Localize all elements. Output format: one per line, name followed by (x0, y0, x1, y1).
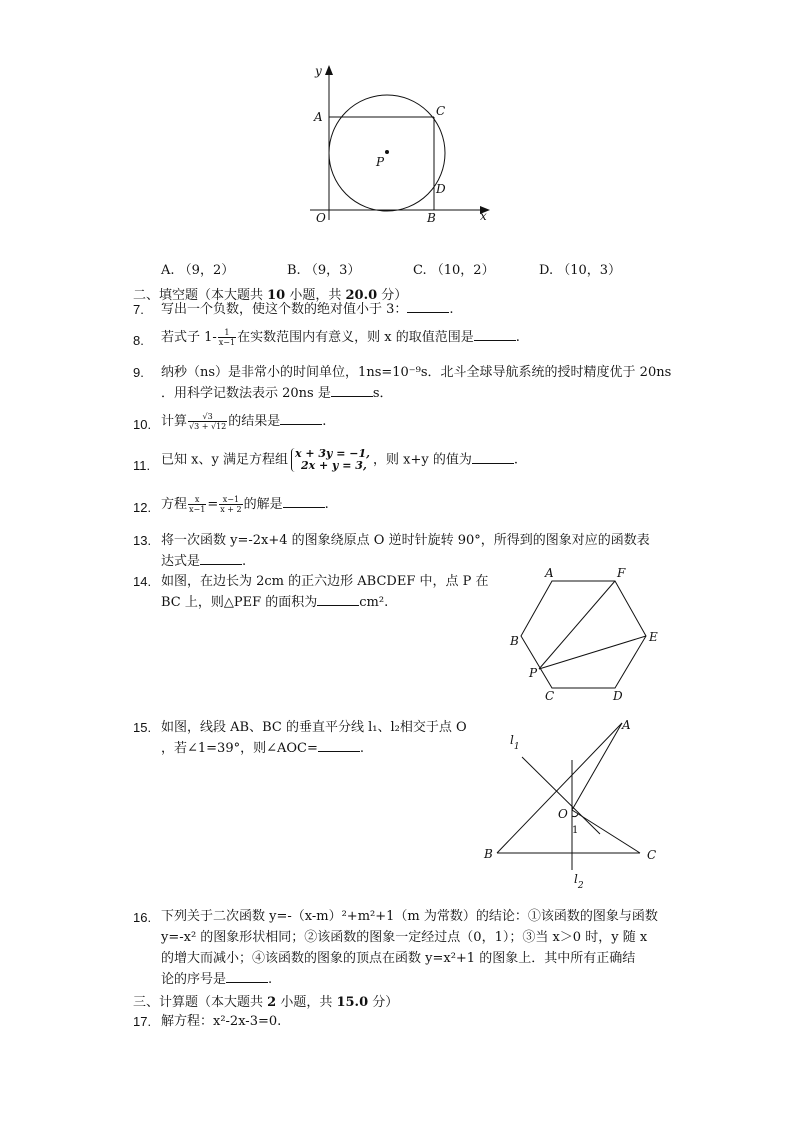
q16-answer-blank[interactable] (226, 970, 268, 983)
option-b: B. （9，3） (287, 263, 361, 278)
q16-line4: 论的序号是 . (161, 972, 273, 987)
label-a: A (314, 110, 323, 124)
label-angle-1: 1 (572, 825, 579, 836)
point-p (385, 150, 389, 154)
label-b: B (427, 211, 436, 225)
q11-equation-system: x + 3y = −1, 2x + y = 3, (291, 448, 370, 472)
q8-fraction: $\frac{1}{x-1}$ (218, 328, 236, 347)
q8-text: 若式子 1- $\frac{1}{x-1}$ 在实数范围内有意义，则 x 的取值范围是 . (161, 328, 520, 347)
q16-line1: 下列关于二次函数 y=-（x-m）²+m²+1（m 为常数）的结论：①该函数的图象与函数 (161, 909, 658, 924)
q14-number: 14. (133, 574, 152, 589)
q14-answer-blank[interactable] (317, 593, 359, 606)
section-3-header: 三、计算题（本大题共 2 小题，共 15.0 分） (133, 995, 399, 1010)
label-e: E (649, 630, 658, 644)
q17-text: 解方程：x²-2x-3=0. (161, 1014, 282, 1029)
q16-line3: 的增大而减小；④该函数的图象的顶点在函数 y=x²+1 的图象上．其中所有正确结 (161, 951, 636, 966)
angle-1-arc (572, 814, 578, 817)
label-a: A (545, 566, 554, 580)
label-o: O (316, 211, 326, 225)
q13-answer-blank[interactable] (200, 552, 242, 565)
label-y: y (315, 64, 322, 78)
q12-fraction-right: $\frac{x-1}{x + 2}$ (220, 495, 242, 514)
q12-fraction-left: $\frac{x}{x-1}$ (189, 495, 206, 514)
q13-line2: 达式是 . (161, 554, 247, 569)
label-x: x (480, 209, 487, 223)
option-c: C. （10，2） (413, 263, 495, 278)
figure-circle-coordinate (300, 60, 500, 230)
label-l1: $l_1$ (510, 733, 520, 752)
q8-number: 8. (133, 333, 144, 348)
hexagon-abcdef (521, 581, 646, 688)
q10-fraction: $\frac{√3}{√3 + √12}$ (189, 412, 227, 431)
q11-answer-blank[interactable] (472, 451, 514, 464)
q16-line2: y=-x² 的图象形状相同；②该函数的图象一定经过点（0，1）；③当 x＞0 时，y 随 x (161, 930, 648, 945)
segment-pe (539, 636, 646, 669)
label-o: O (558, 807, 568, 821)
q11-number: 11. (133, 458, 151, 473)
q11-text: 已知 x、y 满足方程组 x + 3y = −1, 2x + y = 3, ，则 x+y 的值为 . (161, 447, 518, 472)
label-f: F (617, 566, 626, 580)
label-c: C (647, 848, 657, 862)
figure-hexagon (505, 565, 665, 710)
figure-bisectors (480, 712, 665, 892)
q12-text: 方程 $\frac{x}{x-1}$ = $\frac{x-1}{x + 2}$ 的解是 . (161, 495, 329, 514)
label-a: A (622, 718, 631, 732)
q12-answer-blank[interactable] (283, 495, 325, 508)
y-axis-arrow (325, 65, 333, 75)
line-l1 (522, 757, 600, 834)
label-d: D (613, 689, 623, 703)
q9-answer-blank[interactable] (331, 384, 373, 397)
section-2-header: 二、填空题（本大题共 10 小题，共 20.0 分） (133, 288, 408, 303)
q16-number: 16. (133, 910, 152, 925)
q9-line2: ．用科学记数法表示 20ns 是 s． (161, 386, 393, 401)
q7-answer-blank[interactable] (407, 300, 449, 313)
label-c: C (545, 689, 555, 703)
q17-number: 17. (133, 1014, 152, 1029)
q15-line2: ，若∠1=39°，则∠AOC= . (161, 741, 365, 756)
option-d: D. （10，3） (539, 263, 622, 278)
q10-text: 计算 $\frac{√3}{√3 + √12}$ 的结果是 . (161, 412, 327, 431)
q15-number: 15. (133, 720, 152, 735)
q14-line2: BC 上，则△PEF 的面积为 cm². (161, 595, 389, 610)
option-a: A. （9，2） (161, 263, 235, 278)
q7-text: 写出一个负数，使这个数的绝对值小于 3： . (161, 302, 454, 317)
q10-number: 10. (133, 417, 152, 432)
q15-answer-blank[interactable] (318, 739, 360, 752)
q13-number: 13. (133, 533, 152, 548)
label-b: B (510, 634, 519, 648)
q15-line1: 如图，线段 AB、BC 的垂直平分线 l₁、l₂相交于点 O (161, 720, 467, 735)
q7-number: 7. (133, 302, 144, 317)
q14-line1: 如图，在边长为 2cm 的正六边形 ABCDEF 中，点 P 在 (161, 574, 489, 589)
q9-line1: 纳秒（ns）是非常小的时间单位，1ns=10⁻⁹s．北斗全球导航系统的授时精度优于 20ns (161, 365, 672, 380)
label-p: P (529, 666, 538, 680)
q12-number: 12. (133, 500, 152, 515)
q10-answer-blank[interactable] (280, 412, 322, 425)
label-b: B (484, 847, 493, 861)
q9-number: 9. (133, 365, 144, 380)
q8-answer-blank[interactable] (474, 328, 516, 341)
label-p: P (376, 155, 385, 169)
label-l2: $l_2$ (574, 872, 584, 891)
label-d: D (436, 182, 446, 196)
label-c: C (436, 104, 446, 118)
segment-pf (539, 581, 615, 669)
q13-line1: 将一次函数 y=-2x+4 的图象绕原点 O 逆时针旋转 90°，所得到的图象对应的函数表 (161, 533, 650, 548)
